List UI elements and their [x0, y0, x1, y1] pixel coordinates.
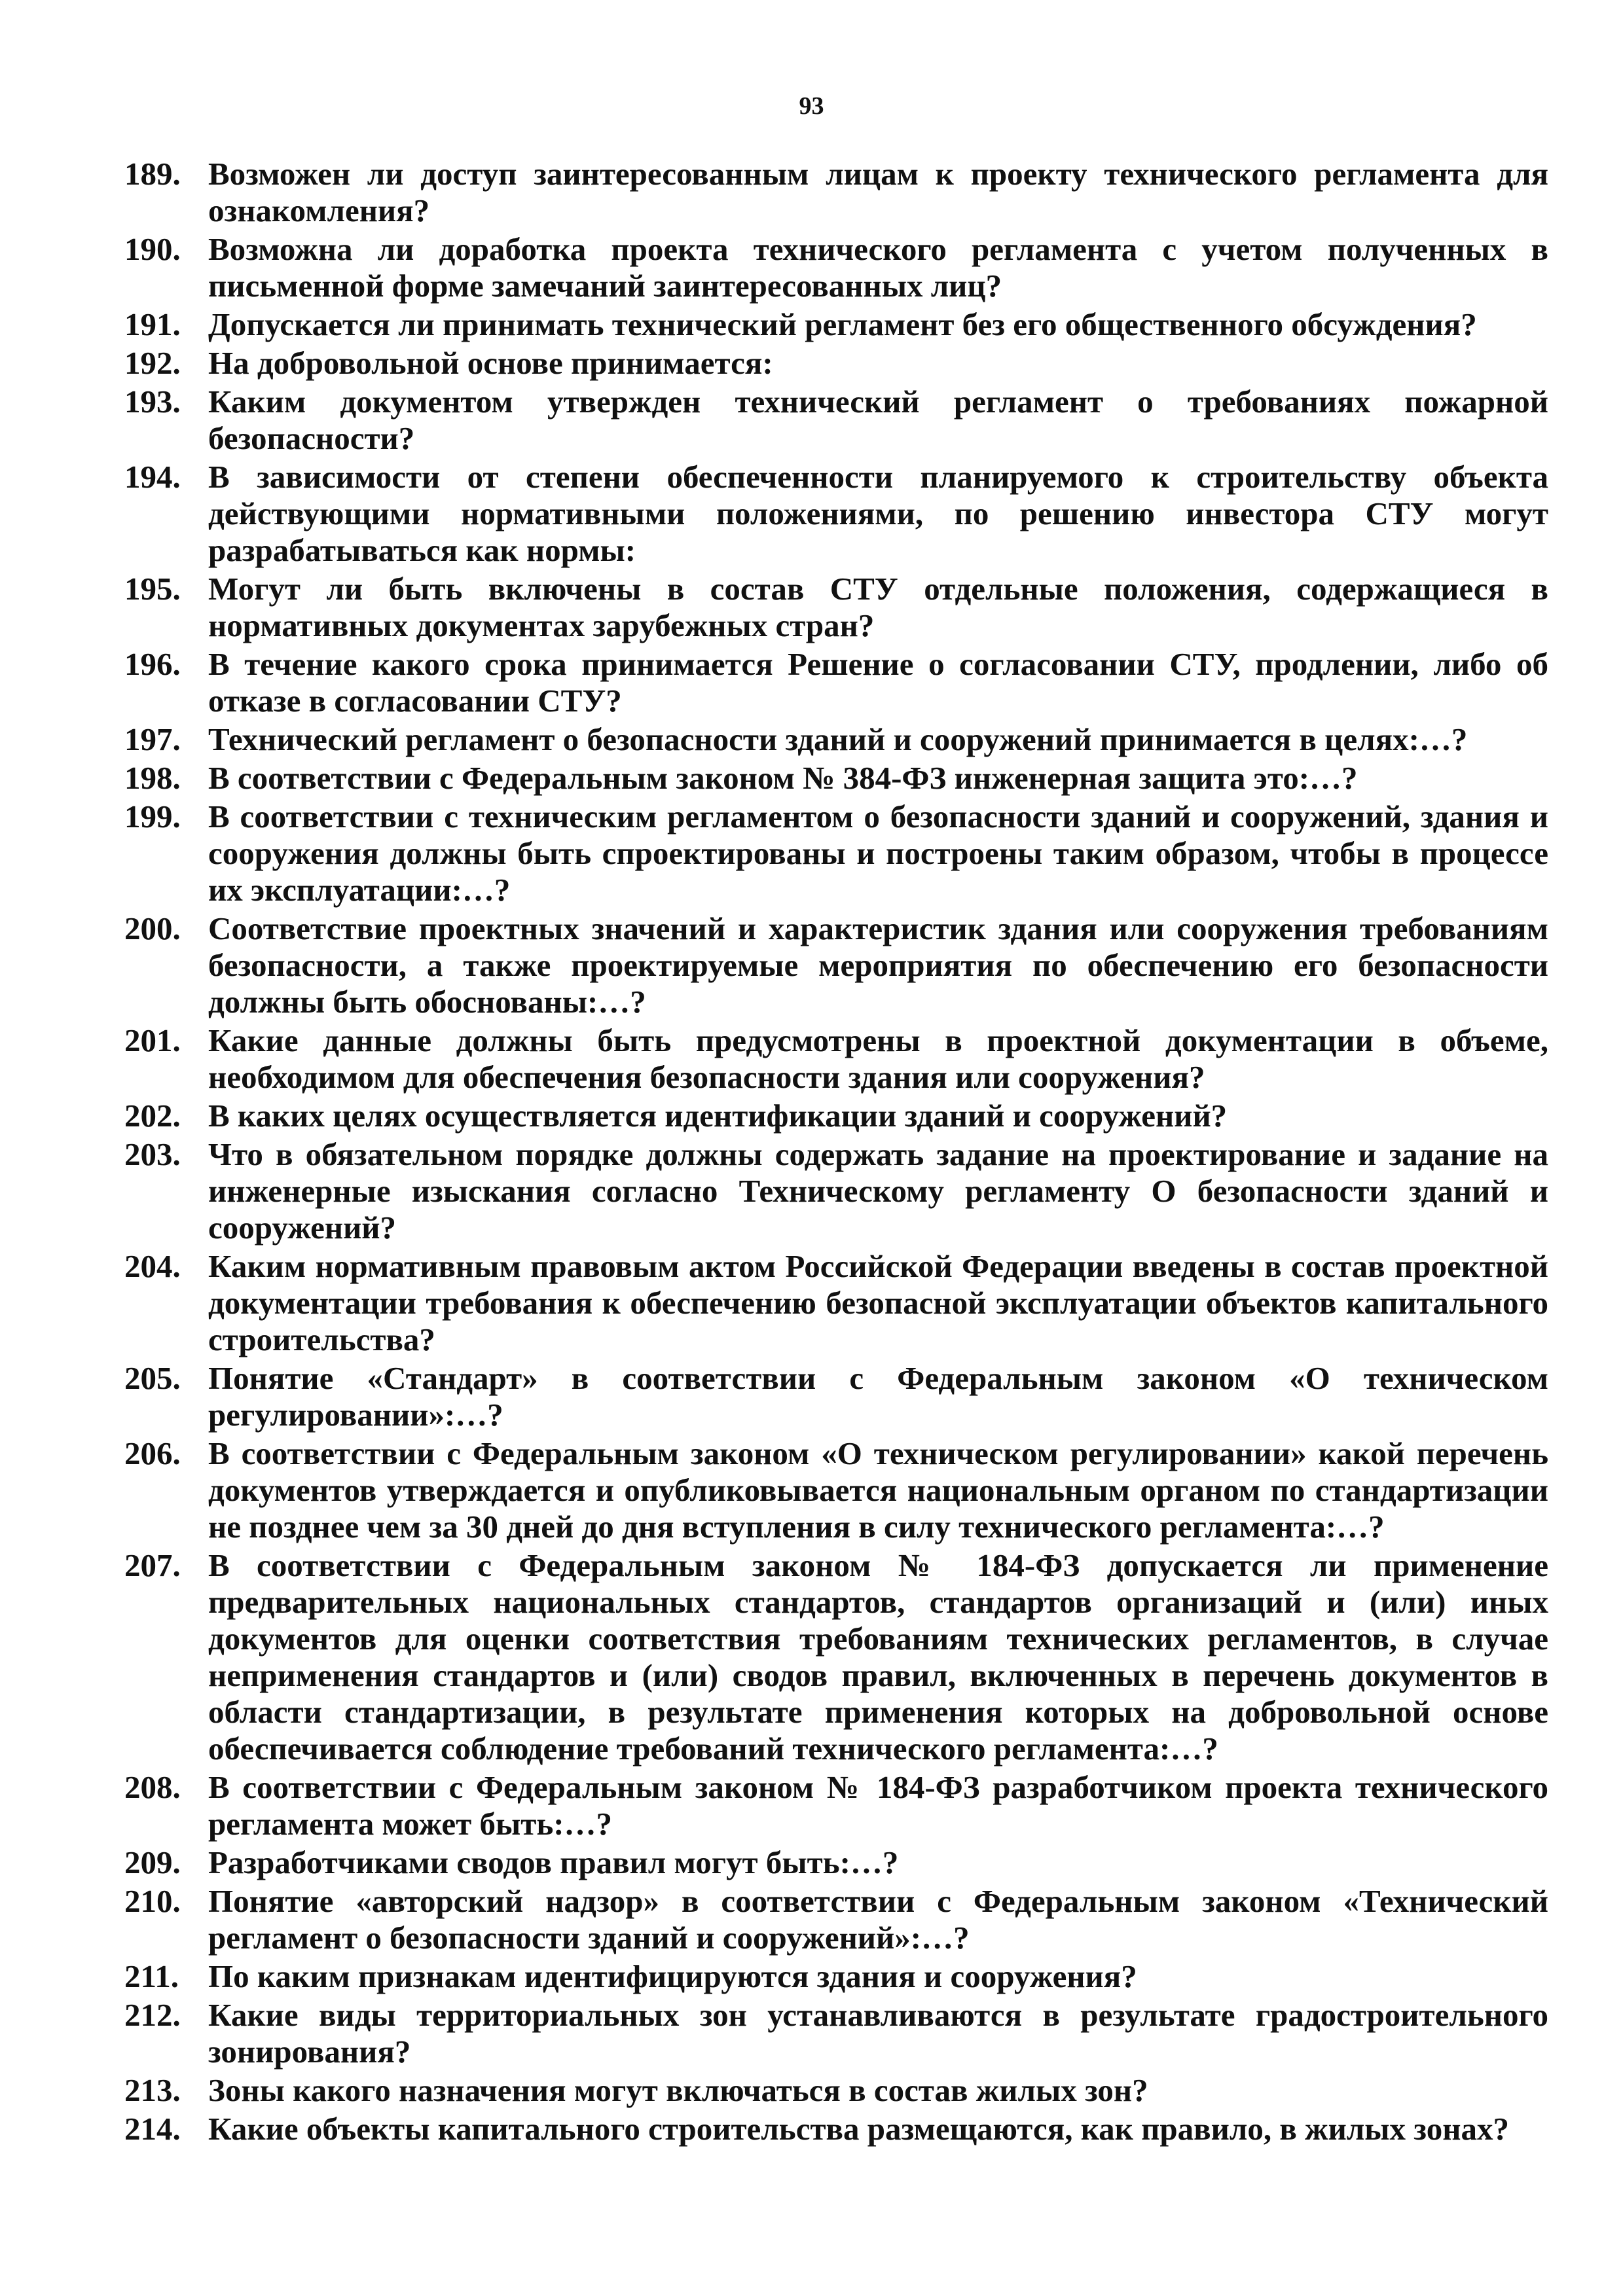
question-item — [124, 1098, 1548, 1134]
question-text: В течение какого срока принимается Решение о согласовании СТУ, продлении, либо об отказе в согласовании СТУ? — [208, 646, 1548, 719]
question-text: Что в обязательном порядке должны содержать задание на проектирование и задание на инженерные изыскания согласно Техническому регламенту О безопасности зданий и сооружений? — [208, 1136, 1548, 1246]
question-item — [124, 459, 1548, 569]
question-text: Какие виды территориальных зон устанавливаются в результате градостроительного зонирования? — [208, 1997, 1548, 2070]
question-text: В соответствии с Федеральным законом «О техническом регулировании» какой перечень документов утверждается и опубликовывается национальным органом по стандартизации не позднее чем за 30 дней до дня вступления в силу технического регламента:…? — [208, 1435, 1548, 1545]
question-number: 191. — [124, 306, 181, 342]
question-number: 213. — [124, 2072, 181, 2108]
question-text: В соответствии с техническим регламентом о безопасности зданий и сооружений, здания и сооружения должны быть спроектированы и построены таким образом, чтобы в процессе их эксплуатации:…? — [208, 798, 1548, 908]
question-item — [124, 1844, 1548, 1881]
question-item — [124, 345, 1548, 382]
question-text: Какие данные должны быть предусмотрены в проектной документации в объеме, необходимом для обеспечения безопасности здания или сооружения? — [208, 1022, 1548, 1095]
question-number: 212. — [124, 1997, 181, 2033]
question-text: В соответствии с Федеральным законом № 184-ФЗ разработчиком проекта технического регламента может быть:…? — [208, 1769, 1548, 1842]
question-number: 195. — [124, 571, 181, 607]
question-item — [124, 646, 1548, 719]
question-item — [124, 231, 1548, 304]
question-text: Разработчиками сводов правил могут быть:…? — [208, 1844, 899, 1880]
question-item — [124, 1769, 1548, 1842]
question-item — [124, 2072, 1548, 2109]
question-text: Каким нормативным правовым актом Российской Федерации введены в состав проектной документации требования к обеспечению безопасной эксплуатации объектов капитального строительства? — [208, 1248, 1548, 1357]
question-number: 198. — [124, 760, 181, 796]
question-text: В соответствии с Федеральным законом № 184-ФЗ допускается ли применение предварительных национальных стандартов, стандартов организаций и (или) иных документов для оценки соответствия требованиям технических регламентов, в случае неприменения стандартов и (или) сводов правил, включенных в перечень документов в области стандартизации, в результате применения которых на добровольной основе обеспечивается соблюдение требований технического регламента:…? — [208, 1547, 1548, 1767]
question-item — [124, 760, 1548, 797]
question-number: 192. — [124, 345, 181, 381]
question-number: 211. — [124, 1958, 179, 1994]
question-item — [124, 306, 1548, 343]
question-text: Каким документом утвержден технический регламент о требованиях пожарной безопасности? — [208, 384, 1548, 456]
question-number: 204. — [124, 1248, 181, 1284]
question-text: Понятие «Стандарт» в соответствии с Федеральным законом «О техническом регулировании»:…? — [208, 1360, 1548, 1433]
question-item — [124, 1883, 1548, 1956]
question-item — [124, 1958, 1548, 1995]
question-number: 189. — [124, 156, 181, 192]
question-text: Зоны какого назначения могут включаться в состав жилых зон? — [208, 2072, 1148, 2108]
question-list — [124, 156, 1548, 2149]
question-item — [124, 1136, 1548, 1246]
question-item — [124, 1360, 1548, 1433]
question-number: 194. — [124, 459, 181, 495]
question-number: 200. — [124, 910, 181, 946]
question-number: 203. — [124, 1136, 181, 1172]
question-item — [124, 384, 1548, 457]
question-item — [124, 156, 1548, 229]
question-text: Могут ли быть включены в состав СТУ отдельные положения, содержащиеся в нормативных документах зарубежных стран? — [208, 571, 1548, 643]
question-item — [124, 1997, 1548, 2070]
question-text: На добровольной основе принимается: — [208, 345, 773, 381]
question-number: 206. — [124, 1435, 181, 1471]
question-text: Допускается ли принимать технический регламент без его общественного обсуждения? — [208, 306, 1477, 342]
question-number: 199. — [124, 798, 181, 834]
question-item — [124, 1547, 1548, 1767]
question-item — [124, 1248, 1548, 1358]
question-text: В зависимости от степени обеспеченности планируемого к строительству объекта действующими нормативными положениями, по решению инвестора СТУ могут разрабатываться как нормы: — [208, 459, 1548, 568]
question-item — [124, 1022, 1548, 1096]
question-text: В каких целях осуществляется идентификации зданий и сооружений? — [208, 1098, 1228, 1134]
question-text: Какие объекты капитального строительства размещаются, как правило, в жилых зонах? — [208, 2111, 1509, 2147]
question-item — [124, 571, 1548, 644]
question-item — [124, 1435, 1548, 1545]
question-item — [124, 910, 1548, 1020]
question-number: 202. — [124, 1098, 181, 1134]
question-number: 193. — [124, 384, 181, 420]
question-text: В соответствии с Федеральным законом № 384-ФЗ инженерная защита это:…? — [208, 760, 1358, 796]
question-item — [124, 2111, 1548, 2147]
question-number: 208. — [124, 1769, 181, 1805]
question-text: Возможна ли доработка проекта технического регламента с учетом полученных в письменной форме замечаний заинтересованных лиц? — [208, 231, 1548, 304]
question-item — [124, 721, 1548, 758]
question-text: Возможен ли доступ заинтересованным лицам к проекту технического регламента для ознакомления? — [208, 156, 1548, 228]
question-text: Понятие «авторский надзор» в соответствии с Федеральным законом «Технический регламент о безопасности зданий и сооружений»:…? — [208, 1883, 1548, 1956]
page-number: 93 — [799, 92, 824, 120]
question-number: 210. — [124, 1883, 181, 1919]
question-text: Технический регламент о безопасности зданий и сооружений принимается в целях:…? — [208, 721, 1468, 757]
question-number: 196. — [124, 646, 181, 682]
question-number: 214. — [124, 2111, 181, 2147]
question-number: 190. — [124, 231, 181, 267]
question-item — [124, 798, 1548, 908]
question-number: 197. — [124, 721, 181, 757]
question-number: 209. — [124, 1844, 181, 1880]
question-number: 205. — [124, 1360, 181, 1396]
question-number: 201. — [124, 1022, 181, 1058]
question-text: Соответствие проектных значений и характеристик здания или сооружения требованиям безопасности, а также проектируемые мероприятия по обеспечению его безопасности должны быть обоснованы:…? — [208, 910, 1548, 1020]
question-text: По каким признакам идентифицируются здания и сооружения? — [208, 1958, 1137, 1994]
question-number: 207. — [124, 1547, 181, 1583]
